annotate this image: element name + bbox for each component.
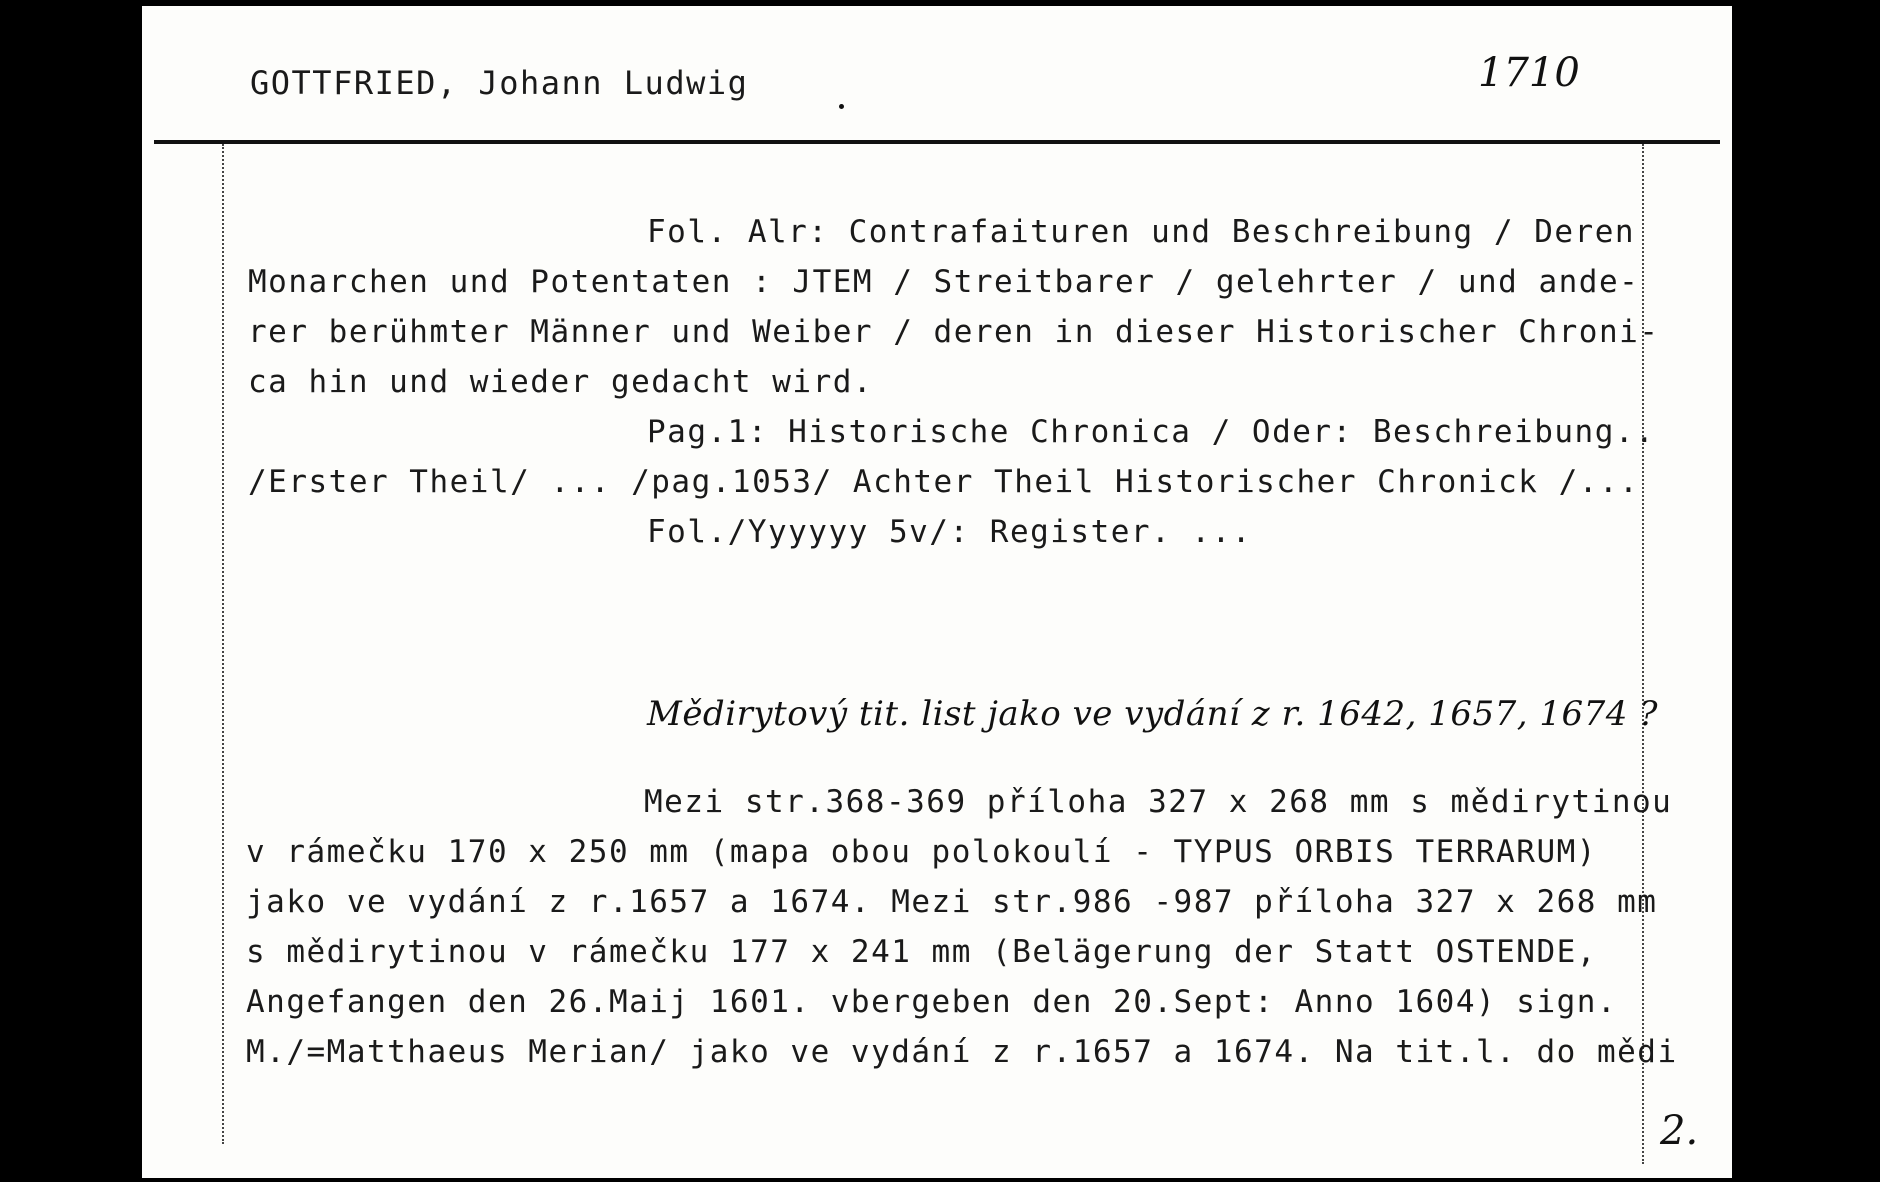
left-margin-line (222, 144, 224, 1144)
czech-line-2: v rámečku 170 x 250 mm (mapa obou polokoulí - TYPUS ORBIS TERRARUM) (246, 834, 1597, 870)
body-line-6: /Erster Theil/ ... /pag.1053/ Achter Theil Historischer Chronick /... (248, 464, 1640, 500)
handwritten-note: Mědirytový tit. list jako ve vydání z r. 1642, 1657, 1674 ? (647, 694, 1658, 734)
body-line-1: Fol. Alr: Contrafaituren und Beschreibung / Deren (647, 214, 1636, 250)
body-line-3: rer berühmter Männer und Weiber / deren in dieser Historischer Chroni- (248, 314, 1660, 350)
page-number: 2. (1660, 1108, 1699, 1154)
catalog-card (142, 6, 1732, 1178)
czech-line-5: Angefangen den 26.Maij 1601. vbergeben den 20.Sept: Anno 1604) sign. (246, 984, 1618, 1020)
body-line-4: ca hin und wieder gedacht wird. (248, 364, 874, 400)
handwritten-number: 1710 (1478, 50, 1580, 96)
card-heading: GOTTFRIED, Johann Ludwig (250, 64, 749, 102)
body-line-7: Fol./Yyyyyy 5v/: Register. ... (647, 514, 1252, 550)
header-divider (154, 140, 1720, 144)
czech-line-3: jako ve vydání z r.1657 a 1674. Mezi str.986 -987 příloha 327 x 268 mm (246, 884, 1658, 920)
czech-line-1: Mezi str.368-369 příloha 327 x 268 mm s mědirytinou (644, 784, 1673, 820)
right-margin-line (1642, 144, 1644, 1164)
ink-dot (839, 104, 844, 109)
czech-line-6: M./=Matthaeus Merian/ jako ve vydání z r.1657 a 1674. Na tit.l. do mědi (246, 1034, 1678, 1070)
body-line-5: Pag.1: Historische Chronica / Oder: Beschreibung.. (647, 414, 1656, 450)
body-line-2: Monarchen und Potentaten : JTEM / Streitbarer / gelehrter / und ande- (248, 264, 1640, 300)
czech-line-4: s mědirytinou v rámečku 177 x 241 mm (Belägerung der Statt OSTENDE, (246, 934, 1597, 970)
